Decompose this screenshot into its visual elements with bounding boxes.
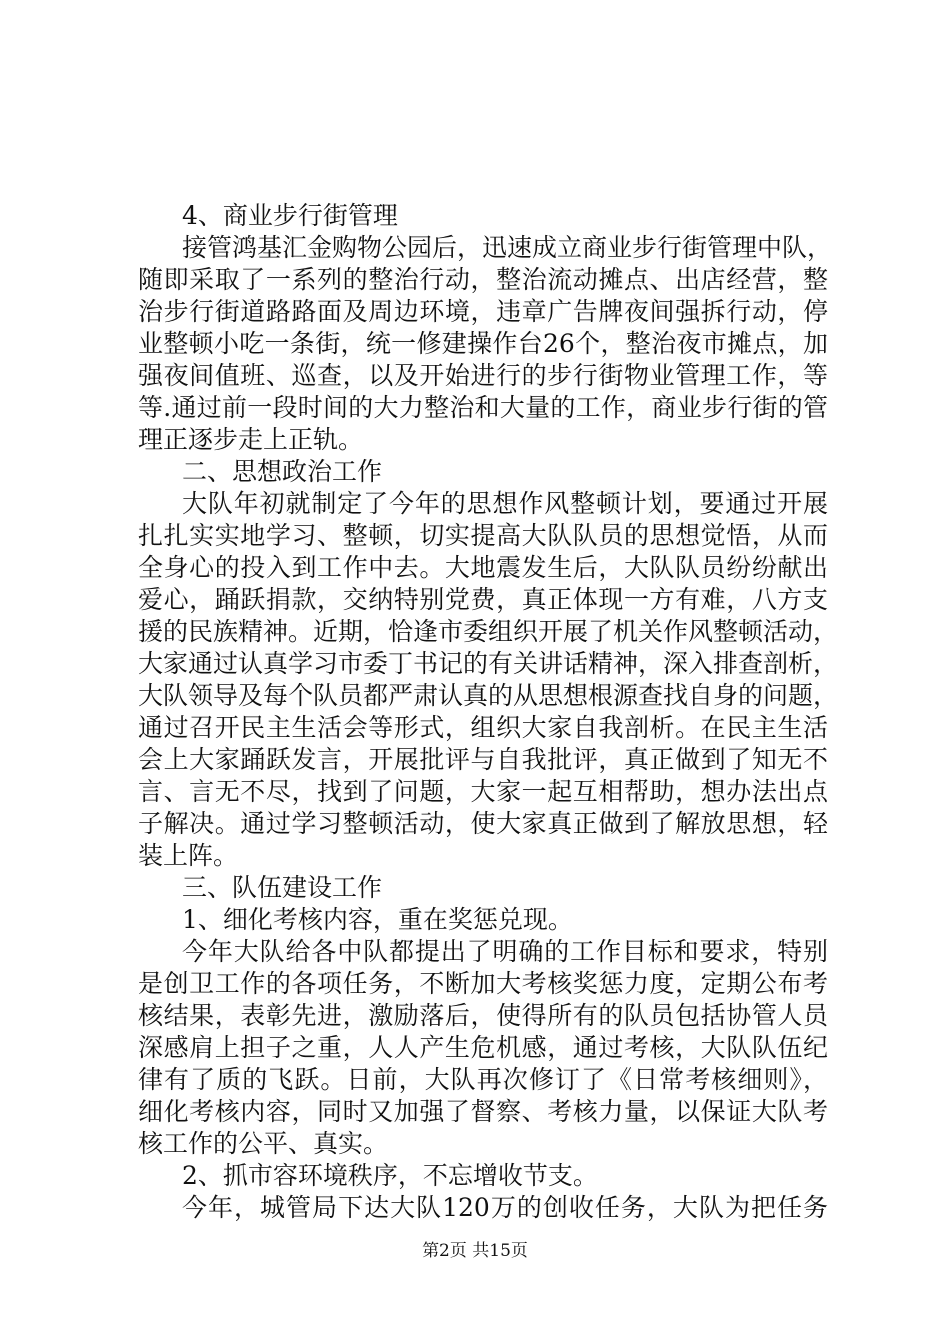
page-footer: 第2页 共15页 [422, 1241, 528, 1261]
text-line: 三、队伍建设工作 [182, 873, 383, 902]
text-line: 2、抓市容环境秩序，不忘增收节支。 [182, 1161, 598, 1190]
text-line: 深感肩上担子之重，人人产生危机感，通过考核，大队队伍纪 [138, 1033, 828, 1062]
text-line: 大队领导及每个队员都严肃认真的从思想根源查找自身的问题， [138, 681, 839, 710]
text-line: 爱心，踊跃捐款，交纳特别党费，真正体现一方有难，八方支 [138, 585, 828, 614]
text-line: 子解决。通过学习整顿活动，使大家真正做到了解放思想，轻 [138, 809, 828, 838]
text-line: 业整顿小吃一条街，统一修建操作台26个，整治夜市摊点，加 [138, 329, 828, 358]
text-line: 细化考核内容，同时又加强了督察、考核力量，以保证大队考 [138, 1097, 828, 1126]
text-line: 大队年初就制定了今年的思想作风整顿计划，要通过开展 [182, 489, 828, 518]
text-line: 会上大家踊跃发言，开展批评与自我批评，真正做到了知无不 [138, 745, 828, 774]
text-line: 全身心的投入到工作中去。大地震发生后，大队队员纷纷献出 [138, 553, 828, 582]
text-line: 今年大队给各中队都提出了明确的工作目标和要求，特别 [182, 937, 828, 966]
text-line: 二、思想政治工作 [182, 457, 383, 486]
text-line: 通过召开民主生活会等形式，组织大家自我剖析。在民主生活 [138, 713, 828, 742]
document-body [138, 200, 839, 1224]
text-line: 扎扎实实地学习、整顿，切实提高大队队员的思想觉悟，从而 [138, 521, 828, 550]
text-line: 1、细化考核内容，重在奖惩兑现。 [182, 905, 573, 934]
text-line: 核结果，表彰先进，激励落后，使得所有的队员包括协管人员 [138, 1001, 828, 1030]
text-line: 等.通过前一段时间的大力整治和大量的工作，商业步行街的管 [138, 393, 828, 422]
text-line: 核工作的公平、真实。 [138, 1129, 389, 1158]
text-line: 援的民族精神。近期，恰逢市委组织开展了机关作风整顿活动， [138, 617, 839, 646]
text-line: 4、商业步行街管理 [182, 201, 398, 230]
text-line: 治步行街道路路面及周边环境，违章广告牌夜间强拆行动，停 [138, 297, 828, 326]
text-line: 随即采取了一系列的整治行动，整治流动摊点、出店经营，整 [138, 265, 828, 294]
text-line: 大家通过认真学习市委丁书记的有关讲话精神，深入排查剖析， [138, 649, 839, 678]
text-line: 强夜间值班、巡查，以及开始进行的步行街物业管理工作，等 [138, 361, 828, 390]
text-line: 今年，城管局下达大队120万的创收任务，大队为把任务 [182, 1193, 828, 1222]
text-line: 理正逐步走上正轨。 [138, 425, 364, 454]
text-line: 是创卫工作的各项任务，不断加大考核奖惩力度，定期公布考 [138, 969, 828, 998]
text-line: 言、言无不尽，找到了问题，大家一起互相帮助，想办法出点 [138, 777, 828, 806]
text-line: 律有了质的飞跃。日前，大队再次修订了《日常考核细则》， [138, 1065, 828, 1094]
text-line: 装上阵。 [138, 841, 239, 870]
text-line: 接管鸿基汇金购物公园后，迅速成立商业步行街管理中队， [182, 233, 833, 262]
